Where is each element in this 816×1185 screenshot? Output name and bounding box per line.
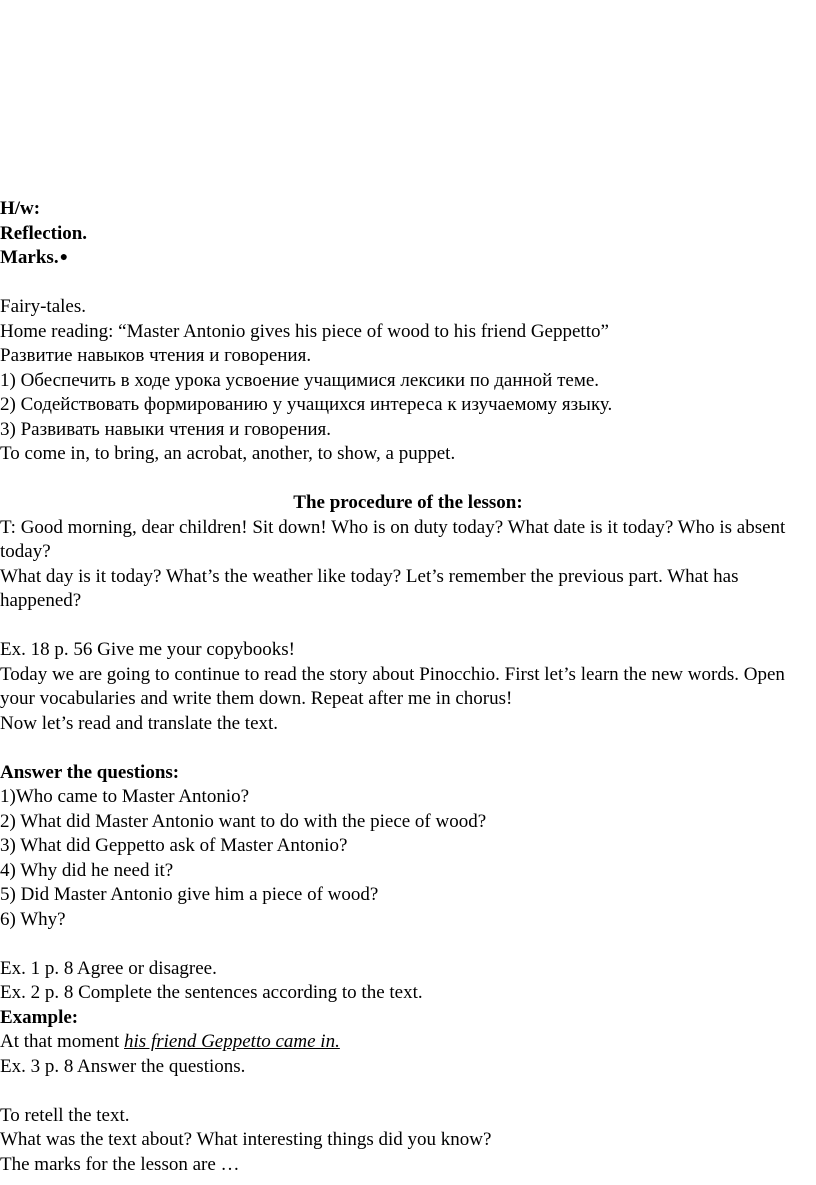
- procedure-heading: The procedure of the lesson:: [293, 492, 523, 513]
- exercise-1: Ex. 1 p. 8 Agree or disagree.: [0, 957, 217, 979]
- text-about-question: What was the text about? What interesting things did you know?: [0, 1129, 492, 1150]
- bullet-icon: ●: [59, 250, 69, 265]
- question-item: 6) Why?: [0, 908, 66, 930]
- spacer: [0, 1079, 816, 1104]
- question-item: 2) What did Master Antonio want to do with the piece of wood?: [0, 810, 487, 832]
- goal-item: 2) Содействовать формированию у учащихся интереса к изучаемому языку.: [0, 394, 613, 415]
- example-label: Example:: [0, 1006, 79, 1028]
- reflection-label: Reflection.: [0, 222, 88, 244]
- questions-heading: Answer the questions:: [0, 761, 180, 783]
- question-item: 1)Who came to Master Antonio?: [0, 786, 250, 807]
- topic-title: Fairy-tales.: [0, 296, 87, 317]
- greeting-paragraph: T: Good morning, dear children! Sit down! Who is on duty today? What date is it today? Who is absent today?: [0, 516, 786, 562]
- spacer: [0, 614, 816, 639]
- question-item: 3) What did Geppetto ask of Master Antonio?: [0, 835, 348, 856]
- skills-aim: Развитие навыков чтения и говорения.: [0, 345, 312, 366]
- example-prefix: At that moment: [0, 1031, 125, 1052]
- document-page: [0, 197, 816, 1177]
- marks-label: [0, 246, 816, 271]
- homework-label: H/w:: [0, 198, 41, 219]
- question-item: 5) Did Master Antonio give him a piece of wood?: [0, 884, 379, 905]
- spacer: [0, 932, 816, 957]
- goal-item: 3) Развивать навыки чтения и говорения.: [0, 418, 332, 440]
- translate-instruction: Now let’s read and translate the text.: [0, 712, 279, 734]
- today-paragraph: Today we are going to continue to read the story about Pinocchio. First let’s learn the new words. Open your vocabularies and write them down. Repeat after me in chorus!: [0, 663, 785, 709]
- day-paragraph: What day is it today? What’s the weather like today? Let’s remember the previous part. What has happened?: [0, 565, 739, 611]
- spacer: [0, 271, 816, 296]
- spacer: [0, 467, 816, 492]
- lesson-marks: The marks for the lesson are …: [0, 1153, 240, 1175]
- spacer: [0, 736, 816, 761]
- home-reading: Home reading: “Master Antonio gives his piece of wood to his friend Geppetto”: [0, 320, 609, 342]
- question-item: 4) Why did he need it?: [0, 859, 174, 881]
- example-answer: his friend Geppetto came in.: [124, 1031, 340, 1052]
- example-sentence: [0, 1030, 816, 1055]
- goal-item: 1) Обеспечить в ходе урока усвоение учащимися лексики по данной теме.: [0, 369, 600, 391]
- exercise-3: Ex. 3 p. 8 Answer the questions.: [0, 1055, 246, 1077]
- exercise-2: Ex. 2 p. 8 Complete the sentences according to the text.: [0, 982, 423, 1003]
- exercise-18: Ex. 18 p. 56 Give me your copybooks!: [0, 639, 295, 660]
- vocabulary-list: To come in, to bring, an acrobat, another, to show, a puppet.: [0, 443, 456, 464]
- retell-task: To retell the text.: [0, 1104, 130, 1126]
- marks-text: Marks.: [0, 247, 59, 268]
